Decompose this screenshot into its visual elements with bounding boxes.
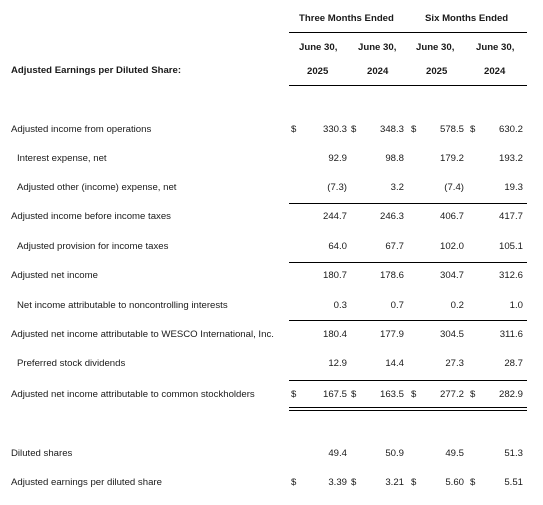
cell-v2: 3.2 <box>390 182 404 193</box>
cell-v3: 277.2 <box>439 389 464 400</box>
cell-v4: 51.3 <box>504 448 523 459</box>
cell-v2: 14.4 <box>385 358 404 369</box>
total-double-rule-top <box>289 407 527 408</box>
cell-v1: 330.3 <box>322 124 347 135</box>
cell-v4: 417.7 <box>498 211 523 222</box>
cell-v3: 406.7 <box>439 211 464 222</box>
cell-v4: 282.9 <box>498 389 523 400</box>
cell-v1: 244.7 <box>322 211 347 222</box>
cell-v2: 163.5 <box>379 389 404 400</box>
currency-symbol: $ <box>411 124 417 135</box>
cell-v4: 1.0 <box>509 300 523 311</box>
cell-v2: 0.7 <box>390 300 404 311</box>
cell-v3: 27.3 <box>445 358 464 369</box>
row-label: Adjusted net income attributable to WESCO International, Inc. <box>11 329 274 340</box>
cell-v4: 193.2 <box>498 153 523 164</box>
cell-v4: 312.6 <box>498 270 523 281</box>
cell-v4: 105.1 <box>498 241 523 252</box>
subtotal-rule-4 <box>289 380 527 381</box>
currency-symbol: $ <box>470 477 476 488</box>
cell-v1: 180.4 <box>322 329 347 340</box>
cell-v2: 177.9 <box>379 329 404 340</box>
subtotal-rule-1 <box>289 203 527 204</box>
col2-date: June 30, <box>358 42 397 53</box>
currency-symbol: $ <box>411 477 417 488</box>
subtotal-rule-3 <box>289 320 527 321</box>
cell-v1: 3.39 <box>328 477 347 488</box>
cell-v2: 50.9 <box>385 448 404 459</box>
row-label: Adjusted net income <box>11 270 98 281</box>
cell-v3: 102.0 <box>439 241 464 252</box>
col3-year: 2025 <box>426 66 448 77</box>
cell-v1: 0.3 <box>333 300 347 311</box>
cell-v4: 311.6 <box>499 329 523 340</box>
cell-v3: 578.5 <box>439 124 464 135</box>
currency-symbol: $ <box>470 389 476 400</box>
currency-symbol: $ <box>411 389 417 400</box>
cell-v3: (7.4) <box>444 182 464 193</box>
cell-v3: 5.60 <box>445 477 464 488</box>
section-title: Adjusted Earnings per Diluted Share: <box>11 65 182 76</box>
cell-v3: 179.2 <box>439 153 464 164</box>
cell-v4: 630.2 <box>498 124 523 135</box>
cell-v1: 49.4 <box>328 448 347 459</box>
cell-v4: 5.51 <box>504 477 523 488</box>
cell-v4: 19.3 <box>504 182 523 193</box>
currency-symbol: $ <box>351 124 357 135</box>
col4-year: 2024 <box>484 66 506 77</box>
row-label: Adjusted income before income taxes <box>11 211 171 222</box>
currency-symbol: $ <box>351 477 357 488</box>
subtotal-rule-2 <box>289 262 527 263</box>
row-label: Interest expense, net <box>17 153 107 164</box>
cell-v4: 28.7 <box>504 358 523 369</box>
row-label: Adjusted other (income) expense, net <box>17 182 177 193</box>
header-three-months: Three Months Ended <box>299 13 394 24</box>
cell-v1: (7.3) <box>327 182 347 193</box>
currency-symbol: $ <box>291 124 297 135</box>
cell-v3: 304.5 <box>439 329 464 340</box>
cell-v2: 98.8 <box>385 153 404 164</box>
cell-v1: 64.0 <box>328 241 347 252</box>
cell-v2: 3.21 <box>385 477 404 488</box>
col3-date: June 30, <box>416 42 455 53</box>
row-label: Adjusted earnings per diluted share <box>11 477 162 488</box>
cell-v2: 178.6 <box>379 270 404 281</box>
row-label: Diluted shares <box>11 448 73 459</box>
cell-v1: 92.9 <box>328 153 347 164</box>
cell-v2: 67.7 <box>385 241 404 252</box>
row-label: Adjusted provision for income taxes <box>17 241 169 252</box>
cell-v1: 180.7 <box>322 270 347 281</box>
row-label: Adjusted income from operations <box>11 124 152 135</box>
cell-v2: 348.3 <box>379 124 404 135</box>
cell-v1: 167.5 <box>322 389 347 400</box>
currency-symbol: $ <box>351 389 357 400</box>
currency-symbol: $ <box>470 124 476 135</box>
row-label: Adjusted net income attributable to common stockholders <box>11 389 255 400</box>
total-double-rule-bottom <box>289 410 527 411</box>
col4-date: June 30, <box>476 42 515 53</box>
cell-v1: 12.9 <box>328 358 347 369</box>
col1-date: June 30, <box>299 42 338 53</box>
currency-symbol: $ <box>291 477 297 488</box>
row-label: Net income attributable to noncontrolling interests <box>17 300 228 311</box>
row-label: Preferred stock dividends <box>17 358 126 369</box>
header-six-months: Six Months Ended <box>425 13 509 24</box>
currency-symbol: $ <box>291 389 297 400</box>
col2-year: 2024 <box>367 66 389 77</box>
cell-v3: 49.5 <box>445 448 464 459</box>
col1-year: 2025 <box>307 66 329 77</box>
cell-v2: 246.3 <box>379 211 404 222</box>
header-bottom-rule <box>289 85 527 86</box>
header-rule <box>289 32 527 33</box>
cell-v3: 0.2 <box>450 300 464 311</box>
cell-v3: 304.7 <box>439 270 464 281</box>
